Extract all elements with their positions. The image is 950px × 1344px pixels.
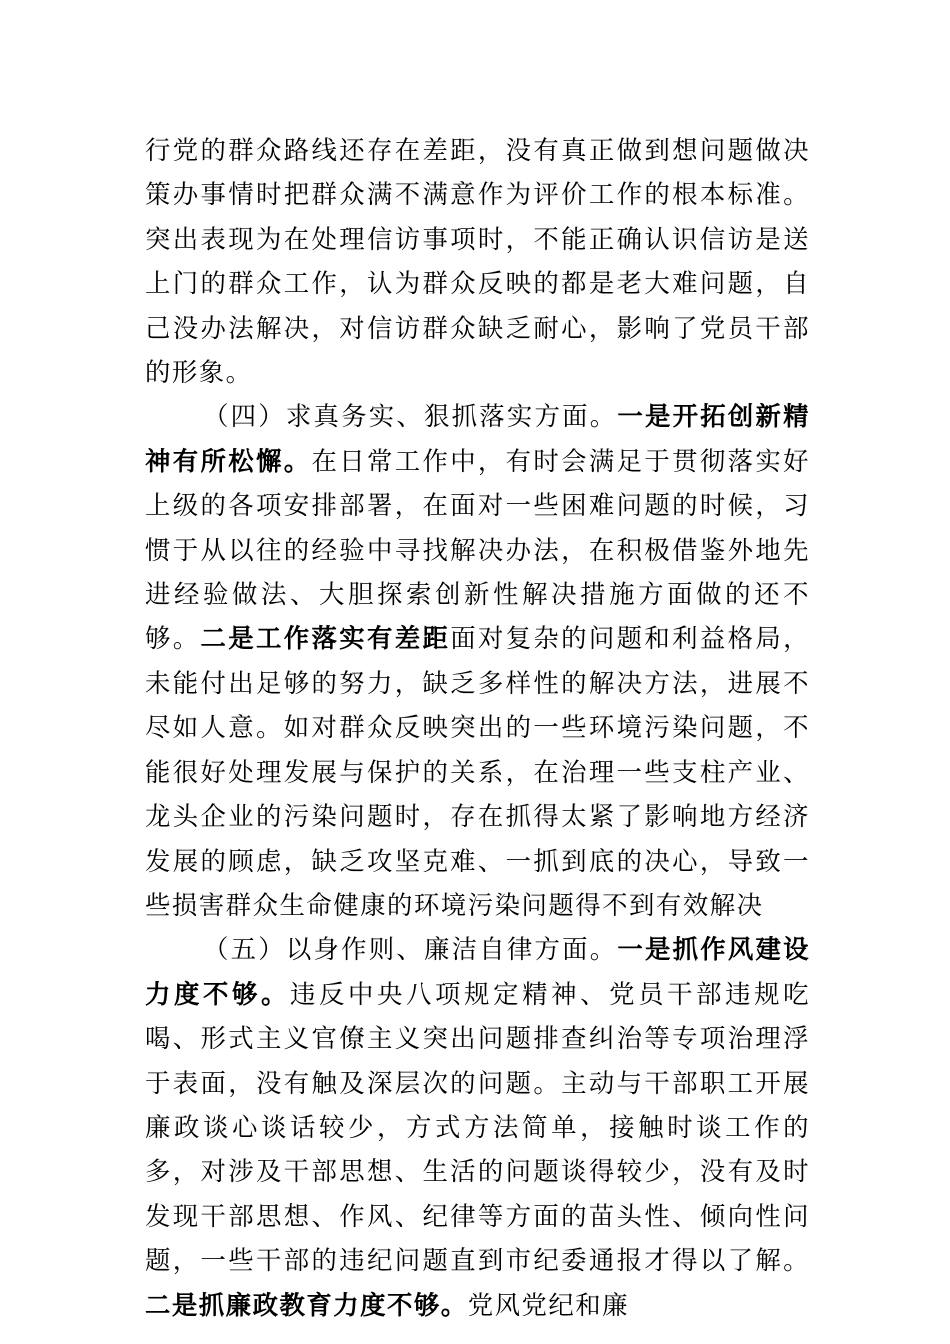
paragraph-section-four	[145, 394, 810, 927]
section-heading: （五）以身作则、廉洁自律方面。	[203, 934, 618, 965]
bold-point-one: 一是抓作风建设力度不够。	[145, 934, 811, 1009]
bold-point-two: 二是抓廉政教育力度不够。	[145, 1289, 468, 1320]
text-run: 违反中央八项规定精神、党员干部违规吃喝、形式主义官僚主义突出问题排查纠治等专项治理浮于表面，没有触及深层次的问题。主动与干部职工开展廉政谈心谈话较少，方式方法简单，接触时谈工作的多，对涉及干部思想、生活的问题谈得较少，没有及时发现干部思想、作风、纪律等方面的苗头性、倾向性问题，一些干部的违纪问题直到市纪委通报才得以了解。	[145, 978, 811, 1276]
text-run: 面对复杂的问题和利益格局，未能付出足够的努力，缺乏多样性的解决方法，进展不尽如人意。如对群众反映突出的一些环境污染问题，不能很好处理发展与保护的关系，在治理一些支柱产业、龙头企业的污染问题时，存在抓得太紧了影响地方经济发展的顾虑，缺乏攻坚克难、一抓到底的决心，导致一些损害群众生命健康的环境污染问题得不到有效解决	[145, 623, 811, 920]
text-run: 党风党纪和廉	[467, 1289, 630, 1320]
paragraph-continuation	[145, 128, 810, 394]
section-heading: （四）求真务实、狠抓落实方面。	[203, 401, 618, 432]
bold-point-two: 二是工作落实有差距	[200, 623, 451, 654]
body-text	[145, 128, 810, 1327]
text-run: 在日常工作中，有时会满足于贯彻落实好上级的各项安排部署，在面对一些困难问题的时候，习惯于从以往的经验中寻找解决办法，在积极借鉴外地先进经验做法、大胆探索创新性解决措施方面做的还不够。	[145, 445, 811, 654]
text-run: 行党的群众路线还存在差距，没有真正做到想问题做决策办事情时把群众满不满意作为评价工作的根本标准。突出表现为在处理信访事项时，不能正确认识信访是送上门的群众工作，认为群众反映的都是老大难问题，自己没办法解决，对信访群众缺乏耐心，影响了党员干部的形象。	[145, 135, 810, 388]
paragraph-section-five	[145, 927, 810, 1327]
bold-point-one: 一是开拓创新精神有所松懈。	[145, 401, 811, 476]
